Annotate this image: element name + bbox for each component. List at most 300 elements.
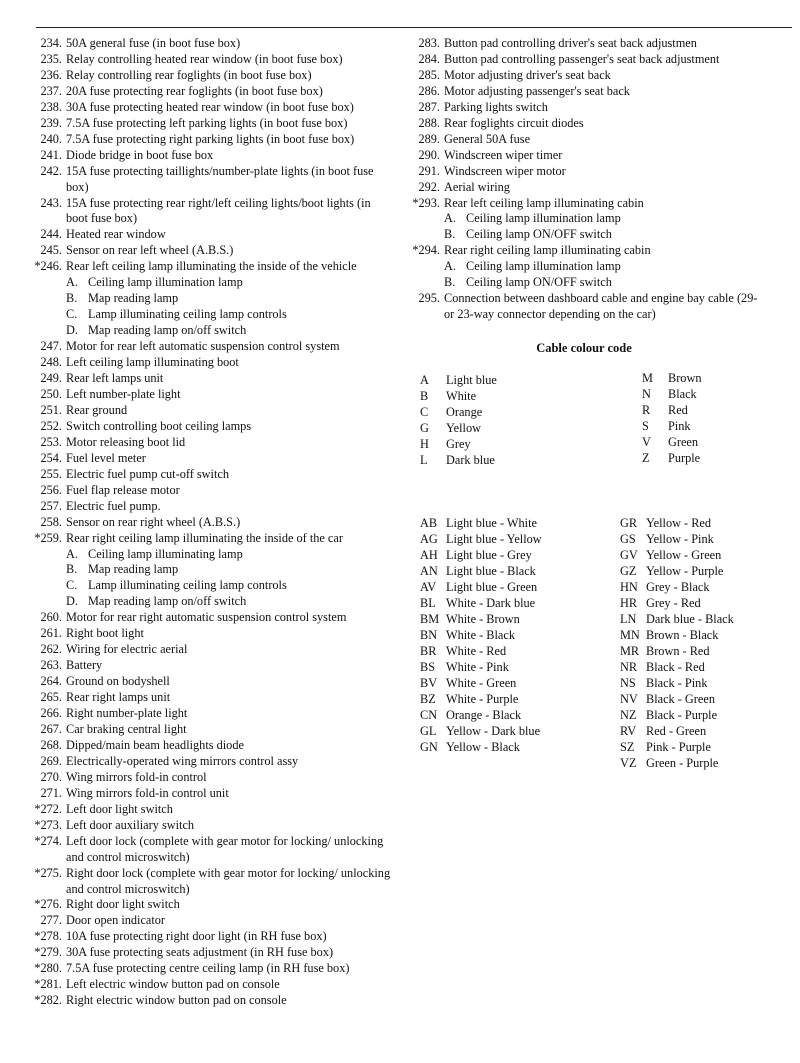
item-number: *294.: [412, 243, 440, 258]
colour-code-row: [620, 723, 734, 739]
colour-name: Yellow - Red: [646, 516, 712, 530]
item-text: 7.5A fuse protecting centre ceiling lamp (in RH fuse box): [66, 961, 350, 976]
item-text: Diode bridge in boot fuse box: [66, 147, 214, 162]
item-number: 256.: [40, 482, 62, 497]
dual-colour-codes-right: [620, 515, 734, 771]
item-text: Motor for rear right automatic suspension control system: [66, 610, 347, 625]
colour-code-row: [420, 531, 542, 547]
colour-code-row: [642, 370, 701, 386]
item-number: 270.: [40, 769, 62, 784]
sub-item: [20, 275, 392, 291]
colour-code: B: [420, 389, 429, 403]
colour-name: Light blue - Grey: [446, 548, 532, 562]
colour-code-row: [620, 707, 734, 723]
colour-code-row: [420, 707, 542, 723]
item-number: 263.: [40, 658, 62, 673]
colour-name: Light blue - Black: [446, 564, 536, 578]
colour-code-row: [620, 691, 734, 707]
colour-code: L: [420, 453, 428, 467]
item-number: 251.: [40, 402, 62, 417]
item-text: Door open indicator: [66, 913, 166, 928]
list-item: [20, 610, 392, 626]
list-item: [20, 243, 392, 259]
item-number: 289.: [418, 131, 440, 146]
item-number: *281.: [34, 977, 62, 992]
colour-code-row: [620, 755, 734, 771]
colour-code-row: [642, 434, 701, 450]
item-text: Electrically-operated wing mirrors control assy: [66, 753, 299, 768]
sub-item-letter: A.: [66, 546, 78, 561]
item-number: *275.: [34, 865, 62, 880]
item-text: Aerial wiring: [444, 179, 510, 194]
list-item: [20, 515, 392, 531]
sub-item-text: Ceiling lamp illumination lamp: [466, 259, 621, 274]
colour-code: S: [642, 419, 649, 433]
sub-item: [20, 578, 392, 594]
colour-code: G: [420, 421, 429, 435]
colour-code: R: [642, 403, 651, 417]
colour-code-row: [420, 404, 497, 420]
colour-code-row: [642, 402, 701, 418]
list-item: [20, 690, 392, 706]
item-text: Left door lock (complete with gear motor for locking/ unlocking and control microswitch): [66, 833, 384, 864]
colour-code-row: [642, 418, 701, 434]
colour-code: MR: [620, 644, 640, 658]
colour-code-row: [620, 563, 734, 579]
item-number: 264.: [40, 674, 62, 689]
item-number: 291.: [418, 163, 440, 178]
list-item: [398, 196, 770, 212]
colour-name: Green - Purple: [646, 756, 719, 770]
item-text: Rear foglights circuit diodes: [444, 115, 584, 130]
item-text: Button pad controlling driver's seat back adjustmen: [444, 36, 697, 50]
colour-code: GV: [620, 548, 638, 562]
item-text: Parking lights switch: [444, 99, 548, 114]
item-number: 266.: [40, 706, 62, 721]
colour-code: HR: [620, 596, 638, 610]
list-item: [20, 626, 392, 642]
colour-code: BM: [420, 612, 440, 626]
sub-item-text: Lamp illuminating ceiling lamp controls: [88, 578, 287, 593]
item-number: *279.: [34, 945, 62, 960]
colour-name: Black - Red: [646, 660, 705, 674]
item-text: Motor for rear left automatic suspension control system: [66, 339, 340, 354]
colour-code: VZ: [620, 756, 637, 770]
sub-item: [398, 227, 770, 243]
colour-code-row: [420, 643, 542, 659]
colour-code-row: [620, 515, 734, 531]
sub-item-letter: B.: [444, 275, 456, 290]
item-text: Rear right ceiling lamp illuminating cabin: [444, 243, 651, 258]
list-item: [20, 403, 392, 419]
colour-name: Light blue - Green: [446, 580, 538, 594]
item-text: Fuel flap release motor: [66, 482, 180, 497]
colour-code-row: [642, 386, 701, 402]
colour-name: Black - Pink: [646, 676, 708, 690]
sub-item-letter: A.: [444, 259, 456, 274]
item-text: Wing mirrors fold-in control unit: [66, 785, 229, 800]
item-text: 10A fuse protecting right door light (in RH fuse box): [66, 929, 327, 944]
colour-code-row: [642, 450, 701, 466]
list-item: [20, 913, 392, 929]
colour-code: BZ: [420, 692, 436, 706]
colour-code: V: [642, 435, 651, 449]
list-item: [398, 116, 770, 132]
colour-name: Yellow - Green: [646, 548, 722, 562]
item-number: 254.: [40, 450, 62, 465]
colour-code: NS: [620, 676, 636, 690]
item-text: Right door light switch: [66, 897, 180, 912]
item-number: 265.: [40, 690, 62, 705]
colour-code-row: [420, 611, 542, 627]
colour-name: Brown - Black: [646, 628, 719, 642]
component-list-left: [20, 36, 392, 1009]
colour-code: GR: [620, 516, 638, 530]
item-text: 30A fuse protecting seats adjustment (in RH fuse box): [66, 945, 334, 960]
colour-code: SZ: [620, 740, 635, 754]
item-number: 253.: [40, 434, 62, 449]
sub-item: [20, 291, 392, 307]
colour-code-row: [420, 372, 497, 388]
sub-item: [20, 547, 392, 563]
colour-code-row: [420, 452, 497, 468]
list-item: [20, 467, 392, 483]
item-number: 284.: [418, 51, 440, 66]
item-number: 241.: [40, 147, 62, 162]
colour-name: Grey - Red: [646, 596, 701, 610]
list-item: [20, 770, 392, 786]
list-item: [398, 243, 770, 259]
item-text: Right door lock (complete with gear motor for locking/ unlocking and control microswitch): [66, 865, 391, 896]
colour-code: AH: [420, 548, 438, 562]
item-text: 15A fuse protecting taillights/number-plate lights (in boot fuse box): [66, 163, 374, 194]
item-number: *280.: [34, 961, 62, 976]
item-text: Sensor on rear right wheel (A.B.S.): [66, 514, 241, 529]
colour-code: HN: [620, 580, 638, 594]
sub-item-letter: D.: [66, 323, 78, 338]
item-number: 258.: [40, 514, 62, 529]
colour-code: BN: [420, 628, 438, 642]
item-text: Rear left lamps unit: [66, 371, 164, 386]
list-item: [20, 866, 392, 898]
colour-name: Yellow - Purple: [646, 564, 724, 578]
list-item: [20, 483, 392, 499]
colour-code-row: [620, 739, 734, 755]
item-text: Dipped/main beam headlights diode: [66, 737, 244, 752]
sub-item: [398, 259, 770, 275]
list-item: [398, 100, 770, 116]
colour-name: Light blue - Yellow: [446, 532, 542, 546]
colour-name: Yellow - Pink: [646, 532, 714, 546]
sub-item-text: Ceiling lamp illuminating lamp: [88, 546, 243, 561]
colour-code: Z: [642, 451, 650, 465]
colour-code: AN: [420, 564, 438, 578]
colour-code-row: [420, 675, 542, 691]
colour-code-row: [620, 675, 734, 691]
item-text: Switch controlling boot ceiling lamps: [66, 418, 252, 433]
colour-code: N: [642, 387, 651, 401]
item-text: 7.5A fuse protecting right parking lights (in boot fuse box): [66, 131, 355, 146]
colour-name: White - Dark blue: [446, 596, 536, 610]
list-item: [20, 52, 392, 68]
item-text: Rear ground: [66, 402, 128, 417]
list-item: [20, 738, 392, 754]
colour-code: RV: [620, 724, 637, 738]
colour-code: BR: [420, 644, 437, 658]
item-text: Right number-plate light: [66, 706, 188, 721]
item-text: Right electric window button pad on console: [66, 993, 287, 1008]
colour-name: Pink: [668, 419, 691, 433]
colour-code: GS: [620, 532, 636, 546]
item-number: 271.: [40, 785, 62, 800]
colour-name: Orange: [446, 405, 483, 419]
item-text: Rear right ceiling lamp illuminating the inside of the car: [66, 530, 343, 545]
item-number: 236.: [40, 67, 62, 82]
list-item: [20, 196, 392, 228]
sub-item-letter: B.: [66, 291, 78, 306]
colour-code-row: [420, 579, 542, 595]
colour-name: Yellow - Black: [446, 740, 520, 754]
item-number: 262.: [40, 642, 62, 657]
sub-item-letter: C.: [66, 578, 78, 593]
item-number: *246.: [34, 259, 62, 274]
colour-code: C: [420, 405, 429, 419]
item-number: 247.: [40, 339, 62, 354]
list-item: [20, 674, 392, 690]
item-text: 30A fuse protecting heated rear window (in boot fuse box): [66, 99, 354, 114]
colour-code: NV: [620, 692, 638, 706]
top-rule: [36, 27, 792, 28]
item-text: Windscreen wiper motor: [444, 163, 566, 178]
colour-code-row: [620, 611, 734, 627]
colour-name: Black - Purple: [646, 708, 718, 722]
item-text: Left door auxiliary switch: [66, 817, 195, 832]
colour-code-row: [420, 420, 497, 436]
colour-code: GL: [420, 724, 437, 738]
item-number: 288.: [418, 115, 440, 130]
colour-code: MN: [620, 628, 640, 642]
sub-item-letter: D.: [66, 594, 78, 609]
item-number: 295.: [418, 291, 440, 306]
item-number: 245.: [40, 243, 62, 258]
list-item: [20, 977, 392, 993]
colour-code: BV: [420, 676, 438, 690]
item-text: Electric fuel pump.: [66, 498, 161, 513]
sub-item-text: Lamp illuminating ceiling lamp controls: [88, 307, 287, 322]
item-text: Wing mirrors fold-in control: [66, 769, 207, 784]
sub-item: [20, 562, 392, 578]
colour-code-row: [420, 515, 542, 531]
colour-name: Black - Green: [646, 692, 715, 706]
list-item: [20, 227, 392, 243]
list-item: [20, 259, 392, 275]
sub-item-text: Ceiling lamp illumination lamp: [466, 211, 621, 226]
list-item: [20, 68, 392, 84]
item-number: 269.: [40, 753, 62, 768]
list-item: [20, 754, 392, 770]
item-number: *278.: [34, 929, 62, 944]
sub-item-text: Map reading lamp on/off switch: [88, 323, 247, 338]
list-item: [20, 435, 392, 451]
list-item: [398, 291, 770, 323]
list-item: [398, 148, 770, 164]
item-number: *272.: [34, 801, 62, 816]
colour-code: CN: [420, 708, 438, 722]
item-text: Relay controlling rear foglights (in boot fuse box): [66, 67, 312, 82]
colour-code: GZ: [620, 564, 637, 578]
colour-code-row: [620, 627, 734, 643]
colour-code-row: [420, 595, 542, 611]
item-number: 237.: [40, 83, 62, 98]
colour-name: Light blue - White: [446, 516, 537, 530]
colour-name: Yellow: [446, 421, 481, 435]
colour-code: LN: [620, 612, 637, 626]
item-number: 260.: [40, 610, 62, 625]
list-item: [20, 945, 392, 961]
list-item: [398, 52, 770, 68]
list-item: [20, 164, 392, 196]
colour-code: AV: [420, 580, 437, 594]
item-text: Wiring for electric aerial: [66, 642, 188, 657]
item-number: *293.: [412, 195, 440, 210]
list-item: [20, 36, 392, 52]
sub-item-text: Ceiling lamp ON/OFF switch: [466, 227, 612, 242]
item-number: 234.: [40, 36, 62, 50]
item-number: 243.: [40, 195, 62, 210]
item-number: 277.: [40, 913, 62, 928]
colour-code-row: [420, 723, 542, 739]
item-text: Windscreen wiper timer: [444, 147, 563, 162]
item-text: Motor adjusting driver's seat back: [444, 67, 611, 82]
item-text: Rear left ceiling lamp illuminating cabin: [444, 195, 644, 210]
item-number: 249.: [40, 371, 62, 386]
colour-name: White - Pink: [446, 660, 509, 674]
colour-code: A: [420, 373, 429, 387]
dual-colour-codes-left: [420, 515, 542, 755]
single-colour-codes-left: [420, 372, 497, 468]
sub-item-text: Map reading lamp on/off switch: [88, 594, 247, 609]
list-item: [20, 148, 392, 164]
sub-item: [398, 275, 770, 291]
item-number: *276.: [34, 897, 62, 912]
colour-name: Dark blue - Black: [646, 612, 734, 626]
sub-item-letter: B.: [444, 227, 456, 242]
sub-item-letter: A.: [444, 211, 456, 226]
list-item: [20, 802, 392, 818]
colour-code: NZ: [620, 708, 637, 722]
colour-name: Brown: [668, 371, 702, 385]
sub-item-letter: B.: [66, 562, 78, 577]
colour-code: H: [420, 437, 429, 451]
colour-name: Black: [668, 387, 697, 401]
item-number: 283.: [418, 36, 440, 50]
colour-name: Light blue: [446, 373, 497, 387]
item-number: 239.: [40, 115, 62, 130]
sub-item: [20, 323, 392, 339]
list-item: [20, 786, 392, 802]
colour-code-row: [420, 691, 542, 707]
colour-code: GN: [420, 740, 438, 754]
list-item: [20, 419, 392, 435]
item-number: 255.: [40, 466, 62, 481]
item-text: Right boot light: [66, 626, 144, 641]
list-item: [20, 706, 392, 722]
colour-code-row: [620, 579, 734, 595]
list-item: [20, 499, 392, 515]
item-number: *273.: [34, 817, 62, 832]
colour-code-row: [420, 436, 497, 452]
item-text: Motor releasing boot lid: [66, 434, 186, 449]
item-text: 20A fuse protecting rear foglights (in boot fuse box): [66, 83, 323, 98]
list-item: [20, 929, 392, 945]
item-number: 235.: [40, 51, 62, 66]
colour-name: Red: [668, 403, 688, 417]
colour-name: White - Green: [446, 676, 517, 690]
colour-code-row: [620, 595, 734, 611]
colour-code-row: [420, 659, 542, 675]
item-text: Battery: [66, 658, 103, 673]
item-number: 240.: [40, 131, 62, 146]
item-text: Electric fuel pump cut-off switch: [66, 466, 229, 481]
item-number: 242.: [40, 163, 62, 178]
item-number: 244.: [40, 227, 62, 242]
colour-name: White: [446, 389, 477, 403]
list-item: [20, 961, 392, 977]
item-text: General 50A fuse: [444, 131, 531, 146]
colour-code-row: [620, 659, 734, 675]
colour-name: Pink - Purple: [646, 740, 711, 754]
colour-name: Red - Green: [646, 724, 707, 738]
item-number: 287.: [418, 99, 440, 114]
colour-name: White - Brown: [446, 612, 520, 626]
item-text: Heated rear window: [66, 227, 166, 242]
list-item: [20, 531, 392, 547]
list-item: [20, 451, 392, 467]
cable-colour-title: Cable colour code: [536, 341, 632, 355]
item-number: 292.: [418, 179, 440, 194]
list-item: [398, 36, 770, 52]
colour-code: BL: [420, 596, 436, 610]
item-number: 290.: [418, 147, 440, 162]
item-text: 7.5A fuse protecting left parking lights (in boot fuse box): [66, 115, 348, 130]
list-item: [398, 84, 770, 100]
sub-item-text: Ceiling lamp illumination lamp: [88, 275, 243, 290]
colour-code: BS: [420, 660, 436, 674]
list-item: [20, 642, 392, 658]
list-item: [20, 84, 392, 100]
sub-item: [20, 307, 392, 323]
colour-code-row: [420, 547, 542, 563]
colour-code: M: [642, 371, 653, 385]
item-text: Sensor on rear left wheel (A.B.S.): [66, 243, 234, 258]
list-item: [20, 722, 392, 738]
item-text: Left door light switch: [66, 801, 173, 816]
colour-name: Grey: [446, 437, 471, 451]
item-text: 15A fuse protecting rear right/left ceiling lights/boot lights (in boot fuse box): [66, 195, 371, 226]
colour-code-row: [620, 643, 734, 659]
list-item: [20, 371, 392, 387]
sub-item-letter: A.: [66, 275, 78, 290]
item-text: Car braking central light: [66, 721, 187, 736]
colour-code: AG: [420, 532, 438, 546]
colour-name: Grey - Black: [646, 580, 710, 594]
colour-name: Green: [668, 435, 699, 449]
sub-item-text: Ceiling lamp ON/OFF switch: [466, 275, 612, 290]
item-number: 257.: [40, 498, 62, 513]
list-item: [20, 116, 392, 132]
colour-code-row: [420, 739, 542, 755]
item-number: 250.: [40, 386, 62, 401]
